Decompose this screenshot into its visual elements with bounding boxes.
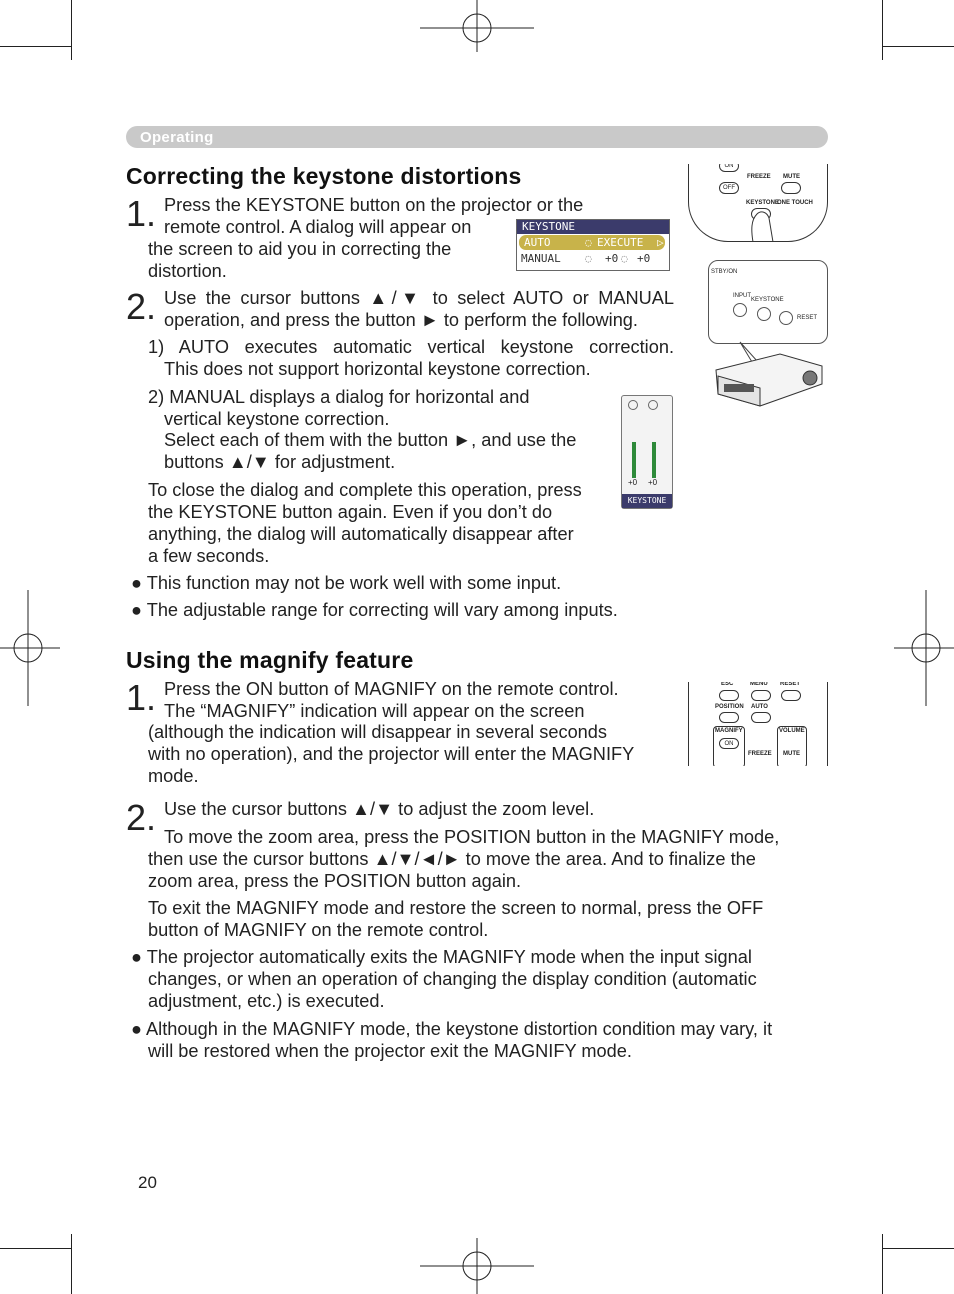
remote-one-touch-label: ONE TOUCH — [777, 200, 813, 206]
keystone-sub2-line4: buttons ▲/▼ for adjustment. — [164, 452, 396, 472]
keystone-sub2-line3: Select each of them with the button ►, and use the — [164, 430, 577, 450]
projector-keystone-label: KEYSTONE — [751, 297, 784, 303]
magnify-note1-line2: changes, or when an operation of changing the display condition (automatic — [148, 969, 757, 989]
magnify-note2-line1: ● Although in the MAGNIFY mode, the keystone distortion condition may vary, it — [131, 1019, 773, 1039]
remote-freeze-label: FREEZE — [748, 751, 772, 757]
magnify-exit-line2: button of MAGNIFY on the remote control. — [148, 920, 489, 940]
remote-reset-label: RESET — [780, 682, 801, 687]
horizontal-keystone-icon: ◌ — [621, 252, 628, 265]
vertical-value: +0 — [628, 478, 638, 487]
keystone-note-1: ● This function may not be work well with some input. — [131, 573, 562, 593]
horizontal-level-bar — [652, 442, 656, 478]
manual-keystone-dialog — [621, 395, 673, 509]
keystone-dialog-auto-row — [519, 235, 665, 250]
keystone-close-line1: To close the dialog and complete this operation, press — [148, 480, 582, 500]
keystone-close-line2: the KEYSTONE button again. Even if you don’t do — [148, 502, 553, 522]
remote-auto-button — [751, 712, 771, 723]
keystone-step2-line1: Use the cursor buttons ▲/▼ to select AUTO or MANUAL — [164, 288, 674, 308]
remote-menu-label: MENU — [750, 682, 768, 687]
remote-reset-button — [781, 690, 801, 701]
keystone-sub1-line2: This does not support horizontal keystone correction. — [164, 359, 591, 379]
reset-label: RESET — [797, 315, 818, 321]
magnify-step1-line1: Press the ON button of MAGNIFY on the remote control. — [164, 679, 619, 699]
keystone-step1-line1: Press the KEYSTONE button on the projector or the — [164, 195, 584, 215]
stby-on-label: STBY/ON — [711, 269, 738, 275]
magnify-step1-line5: mode. — [148, 766, 199, 786]
remote-position-button — [719, 712, 739, 723]
registration-mark-left — [0, 590, 60, 706]
vertical-level-bar — [632, 442, 636, 478]
projector-keystone-button — [757, 307, 771, 321]
remote-auto-label: AUTO — [751, 704, 768, 710]
magnify-step1-line4: with no operation), and the projector will enter the MAGNIFY — [148, 744, 635, 764]
remote-mute-button — [781, 182, 801, 194]
auto-label: AUTO — [524, 236, 551, 249]
step-2-number: 2. — [126, 286, 157, 327]
section-label: Operating — [140, 129, 214, 146]
keystone-step2-line2: operation, and press the button ► to perform the following. — [164, 310, 638, 330]
magnify-step-1-number: 1. — [126, 677, 157, 718]
keystone-dialog — [516, 219, 670, 271]
vertical-keystone-icon: ◌ — [585, 252, 592, 265]
remote-mute-label: MUTE — [783, 174, 800, 180]
remote-freeze-label: FREEZE — [747, 174, 771, 180]
projector-input-button — [733, 303, 747, 317]
registration-mark-bottom — [420, 1238, 540, 1294]
registration-mark-right — [894, 590, 954, 706]
remote-mute-label: MUTE — [783, 751, 800, 757]
registration-mark-top — [420, 0, 540, 60]
projector-reset-button — [779, 311, 793, 325]
vertical-keystone-icon — [628, 400, 638, 410]
keystone-close-line3: anything, the dialog will automatically disappear after — [148, 524, 574, 544]
keystone-step1-line2: remote control. A dialog will appear on — [164, 217, 472, 237]
keystone-dialog-manual-row — [521, 252, 651, 266]
arrow-right-icon: ▷ — [657, 236, 664, 249]
horizontal-value: +0 — [648, 478, 658, 487]
keystone-step1-line3: the screen to aid you in correcting the — [148, 239, 452, 259]
remote-magnify-group — [713, 726, 745, 766]
keystone-heading: Correcting the keystone distortions — [126, 163, 522, 189]
remote-magnify-label: MAGNIFY — [715, 728, 743, 734]
magnify-step1-line2: The “MAGNIFY” indication will appear on the screen — [164, 701, 585, 721]
keystone-sub2-line2: vertical keystone correction. — [164, 409, 390, 429]
keystone-note-2: ● The adjustable range for correcting will vary among inputs. — [131, 600, 618, 620]
magnify-step2-line1: Use the cursor buttons ▲/▼ to adjust the zoom level. — [164, 799, 595, 819]
magnify-step-2-number: 2. — [126, 797, 157, 838]
input-label: INPUT — [733, 293, 751, 299]
magnify-heading: Using the magnify feature — [126, 647, 414, 673]
remote-menu-button — [751, 690, 771, 701]
magnify-note1-line3: adjustment, etc.) is executed. — [148, 991, 385, 1011]
vertical-value: +0 — [605, 252, 619, 265]
remote-volume-group — [777, 726, 807, 766]
magnify-step2-line3: then use the cursor buttons ▲/▼/◄/► to move the area. And to finalize the — [148, 849, 756, 869]
remote-keystone-label: KEYSTONE — [746, 200, 779, 206]
magnify-note1-line1: ● The projector automatically exits the MAGNIFY mode when the input signal — [131, 947, 752, 967]
remote-on-button: ON — [719, 164, 739, 172]
projector-body-illustration — [710, 340, 826, 410]
auto-icon: ◌ — [585, 236, 592, 249]
projector-panel-zoom — [708, 260, 828, 344]
keystone-dialog-title: KEYSTONE — [517, 220, 669, 234]
remote-magnify-on-button: ON — [719, 738, 739, 749]
remote-control-magnify — [688, 682, 828, 766]
keystone-sub1-line1: 1) AUTO executes automatic vertical keystone correction. — [148, 337, 674, 357]
magnify-exit-line1: To exit the MAGNIFY mode and restore the screen to normal, press the OFF — [148, 898, 764, 918]
magnify-step2-line2: To move the zoom area, press the POSITION button in the MAGNIFY mode, — [164, 827, 780, 847]
remote-esc-button — [719, 690, 739, 701]
magnify-step2-line4: zoom area, press the POSITION button again. — [148, 871, 522, 891]
manual-label: MANUAL — [521, 252, 561, 265]
remote-volume-label: VOLUME — [779, 728, 805, 734]
magnify-note2-line2: will be restored when the projector exit the MAGNIFY mode. — [148, 1041, 632, 1061]
keystone-close-line4: a few seconds. — [148, 546, 270, 566]
keystone-step1-line4: distortion. — [148, 261, 227, 281]
remote-control-keystone — [688, 164, 828, 242]
step-1-number: 1. — [126, 193, 157, 234]
remote-off-button: OFF — [719, 182, 739, 194]
manual-dialog-label: KEYSTONE — [622, 494, 672, 508]
keystone-sub2-line1: 2) MANUAL displays a dialog for horizontal and — [148, 387, 530, 407]
finger-icon — [747, 210, 777, 242]
page-number: 20 — [138, 1173, 157, 1192]
execute-label: EXECUTE — [597, 236, 644, 249]
magnify-step1-line3: (although the indication will disappear in several seconds — [148, 722, 608, 742]
remote-position-label: POSITION — [715, 704, 744, 710]
remote-esc-label: ESC — [721, 682, 734, 687]
horizontal-keystone-icon — [648, 400, 658, 410]
section-header-bar — [126, 126, 828, 148]
horizontal-value: +0 — [637, 252, 651, 265]
